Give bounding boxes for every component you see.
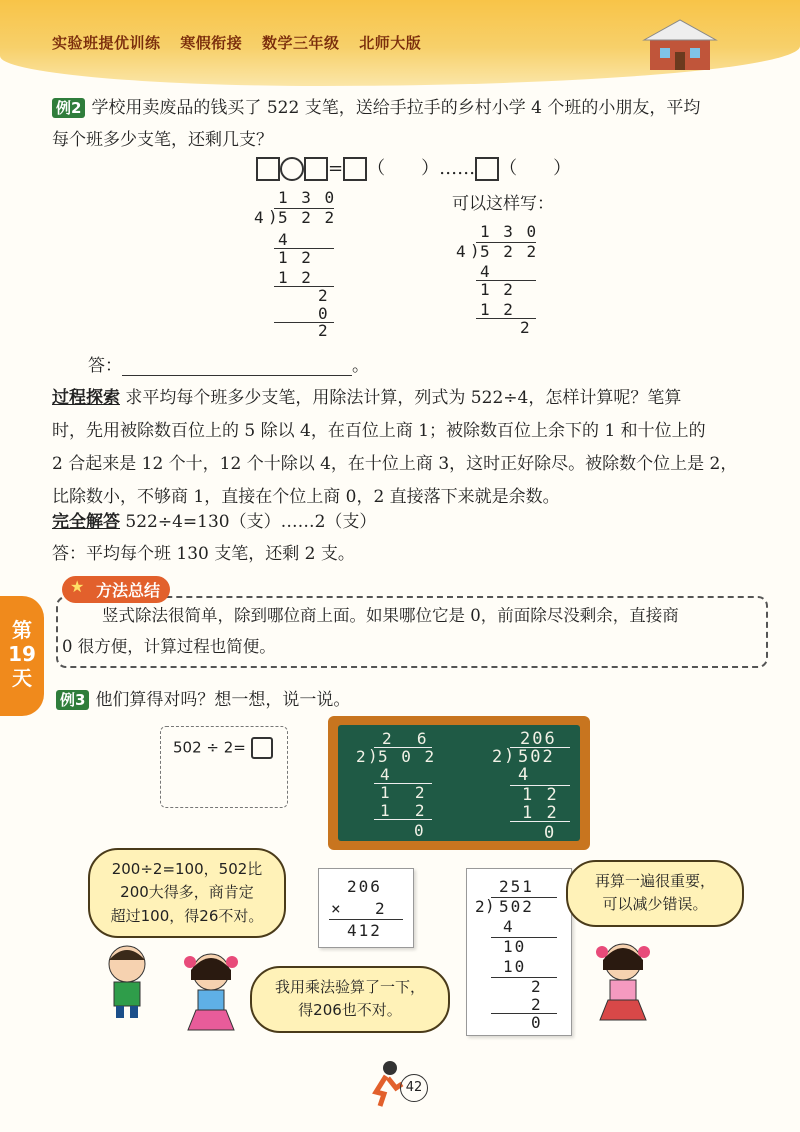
day-tab: 第 19 天 xyxy=(0,596,44,716)
summary-text: 竖式除法很简单，除到哪位商上面。如果哪位它是 0，前面除尽没剩余，直接商 0 很方便，计算过程也简便。 xyxy=(62,606,679,657)
process-tag: 过程探索 xyxy=(52,388,120,408)
blank-box[interactable] xyxy=(475,157,499,181)
multiplication-paper: 206 × 2 412 xyxy=(318,868,414,948)
solution-tag: 完全解答 xyxy=(52,512,120,532)
expression-card: 502 ÷ 2= xyxy=(160,726,288,808)
alt-writing-label: 可以这样写： xyxy=(452,194,554,214)
answer-blank[interactable] xyxy=(122,357,352,376)
girl-icon xyxy=(176,946,246,1042)
blank-box[interactable] xyxy=(343,157,367,181)
page-number: 42 xyxy=(400,1074,428,1102)
blank-circle[interactable] xyxy=(280,157,304,181)
long-division-1: 1 3 0 4 ) 5 2 2 4 1 2 1 2 2 0 2 xyxy=(254,188,337,340)
example3-question: 例3 他们算得对吗？想一想，说一说。 xyxy=(56,684,350,716)
series-name: 实验班提优训练 xyxy=(52,34,161,52)
example2-question: 例2 学校用卖废品的钱买了 522 支笔，送给手拉手的乡村小学 4 个班的小朋友，平均 每个班多少支笔，还剩几支？ xyxy=(52,98,701,151)
subtitle: 寒假衔接 xyxy=(180,34,243,52)
page-header xyxy=(0,0,800,86)
star-icon: ★ xyxy=(70,577,85,596)
chalkboard xyxy=(328,716,590,850)
speech-bubble-2: 我用乘法验算了一下， 得206也不对。 xyxy=(250,966,450,1033)
example2-tag: 例2 xyxy=(52,98,85,118)
answer-line: 答： 。 xyxy=(88,356,369,376)
blank-box[interactable] xyxy=(256,157,280,181)
house-icon xyxy=(640,18,720,72)
blank-box[interactable] xyxy=(304,157,328,181)
board-division-right: 206 2 ) 502 4 1 2 1 2 0 xyxy=(488,729,578,839)
long-division-2: 1 3 0 4 ) 5 2 2 4 1 2 1 2 2 xyxy=(456,222,539,337)
header-title xyxy=(52,32,435,53)
example3-tag: 例3 xyxy=(56,690,89,710)
boy-icon xyxy=(92,940,162,1020)
board-division-left: 2 6 2 ) 5 0 2 4 1 2 1 2 0 xyxy=(356,729,437,840)
process-section: 过程探索 求平均每个班多少支笔，用除法计算，列式为 522÷4，怎样计算呢？笔算 时，先用被除数百位上的 5 除以 4，在百位上商 1；被除数百位上余下的 1 和十位上的 2 合起来是 12 个十，12 个十除以 4，在十位上商 3，这时正好除尽。被除数个位上是 2， 比除数小，不够商 1，直接在个位上商 0，2 直接落下来就是余数。 xyxy=(52,388,738,508)
speech-bubble-1: 200÷2=100，502比 200大得多，商肯定 超过100，得26不对。 xyxy=(88,848,286,938)
edition: 北师大版 xyxy=(359,34,422,52)
solution-section: 完全解答 522÷4=130（支）……2（支） 答：平均每个班 130 支笔，还剩 2 支。 xyxy=(52,512,377,565)
division-paper: 251 2 ) 502 4 10 10 2 2 0 xyxy=(466,868,572,1036)
answer-box[interactable] xyxy=(251,737,273,759)
speech-bubble-3: 再算一遍很重要， 可以减少错误。 xyxy=(566,860,744,927)
girl-icon xyxy=(588,936,658,1032)
method-summary-badge: ★ 方法总结 xyxy=(62,576,170,603)
equation-template: = （ ）…… （ ） xyxy=(256,152,571,186)
subject: 数学三年级 xyxy=(262,34,340,52)
